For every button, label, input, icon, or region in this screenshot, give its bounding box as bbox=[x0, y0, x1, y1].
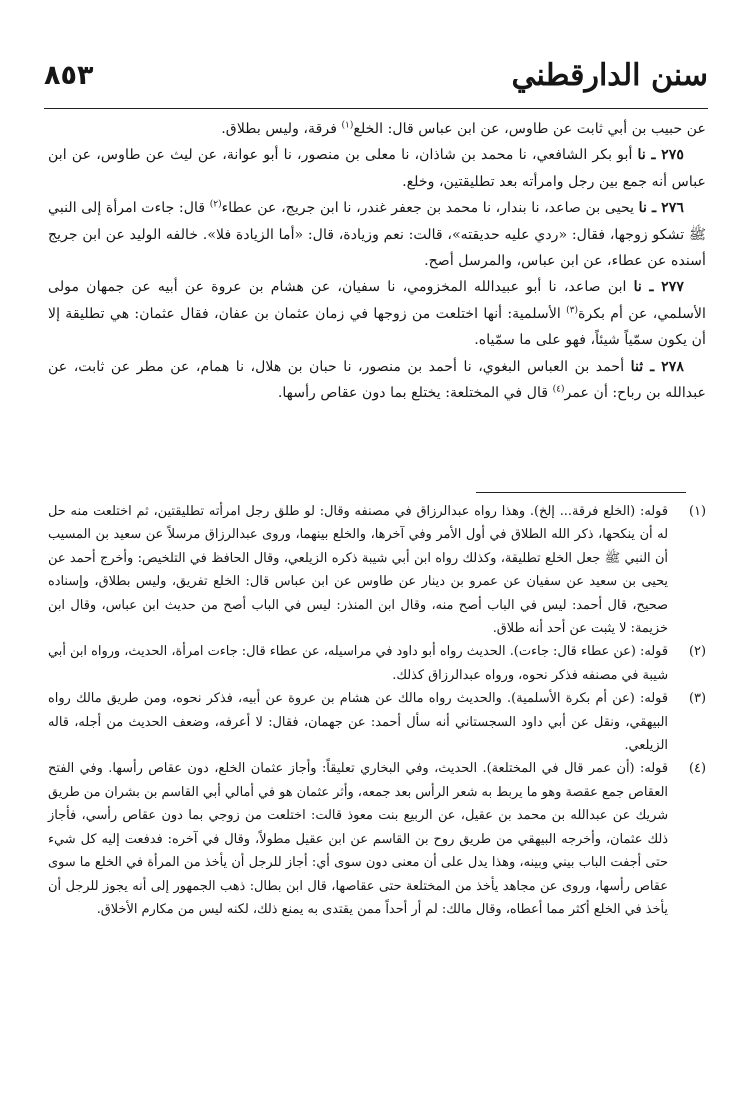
hadith-277 bbox=[48, 274, 706, 353]
footnote-number: (٢) bbox=[689, 644, 706, 660]
running-title: سنن الدارقطني bbox=[511, 58, 708, 93]
hadith-number: ٢٧٧ ـ نا bbox=[633, 279, 684, 296]
hadith-number: ٢٧٥ ـ نا bbox=[637, 147, 684, 164]
hadith-text: يحيى بن صاعد، نا بندار، نا محمد بن جعفر غندر، نا ابن جريج، عن عطاء bbox=[221, 200, 639, 217]
paragraph-text: فرقة، وليس بطلاق. bbox=[221, 121, 342, 137]
footnote-mark: (٤) bbox=[552, 384, 565, 395]
page-header bbox=[44, 58, 708, 108]
footnote-text: قوله: (عن عطاء قال: جاءت). الحديث رواه أبو داود في مراسيله، عن عطاء قال: جاءت امرأة، الحديث، ورواه ابن أبي شيبة في مصنفه فذكر نحوه، ورواه عبدالرزاق كذلك. bbox=[48, 644, 668, 683]
footnote-text: قوله: (عن أم بكرة الأسلمية). والحديث رواه مالك عن هشام بن عروة عن أبيه، فذكر نحوه، ومن طريق مالك رواه البيهقي، ونقل عن أبي داود السجستاني أنه سأل أحمد: عن جهمان، فقال: لا أعرفه، وضعف الحديث من أجله، قاله الزيلعي. bbox=[48, 691, 668, 754]
footnote-separator bbox=[476, 492, 686, 493]
paragraph-text: عن حبيب بن أبي ثابت عن طاوس، عن ابن عباس قال: الخلع bbox=[353, 121, 706, 137]
footnote-mark: (١) bbox=[341, 120, 354, 131]
hadith-text: قال: جاءت امرأة إلى النبي ﷺ تشكو زوجها، فقال: «ردي عليه حديقته»، قالت: نعم وزيادة، قال: «أما الزيادة فلا». خالفه الوليد عن ابن جريج أسنده عن عطاء، عن ابن عباس، والمرسل أصح. bbox=[48, 200, 706, 270]
paragraph-intro bbox=[48, 116, 706, 142]
hadith-text: ابن صاعد، نا أبو عبيدالله المخزومي، نا سفيان، عن هشام بن عروة عن أبيه عن جمهان مولى الأسلمي، عن أم بكرة bbox=[48, 279, 706, 322]
footnote-mark: (٢) bbox=[209, 199, 222, 210]
hadith-text: أبو بكر الشافعي، نا محمد بن شاذان، نا معلى بن منصور، نا أبو عوانة، عن ليث عن طاوس، عن ابن عباس أنه جمع بين رجل وامرأته بعد تطليقتين، وخلع. bbox=[48, 147, 706, 190]
footnote-number: (٣) bbox=[689, 691, 706, 707]
hadith-number: ٢٧٨ ـ ثنا bbox=[630, 358, 685, 375]
footnote bbox=[48, 500, 706, 640]
hadith-276 bbox=[48, 195, 706, 274]
footnotes bbox=[48, 500, 706, 921]
footnote bbox=[48, 687, 706, 757]
hadith-text: أحمد بن العباس البغوي، نا أحمد بن منصور، نا حبان بن هلال، نا همام، عن مطر عن ثابت، عن عبدالله بن رباح: أن عمر bbox=[48, 358, 706, 402]
footnote-mark: (٣) bbox=[566, 305, 578, 316]
footnote-text: قوله: (الخلع فرقة... إلخ). وهذا رواه عبدالرزاق في مصنفه وقال: لو طلق رجل امرأته تطليقتين، ثم اختلعت منه حل له أن ينكحها، ذكر الله الطلاق في أول الأمر وفي آخرها، والخلع بينهما، وروى عبدالرزاق مرسلاً عن سعيد بن المسيب أن النبي ﷺ جعل الخلع تطليقة، وكذلك رواه ابن أبي شيبة ذكره الزيلعي، وقال الحافظ في التلخيص: وأخرج أحمد عن يحيى بن سعيد عن سفيان عن عمرو بن دينار عن طاوس عن ابن عباس قال: الخلع تفريق، وليس بطلاق، وإسناده صحيح، قال أحمد: ليس في الباب أصح منه، وقال ابن المنذر: ليس في الباب أصح من حديث ابن عباس، وقال ابن خزيمة: لا يثبت عن أحد أنه طلاق. bbox=[48, 504, 668, 637]
main-text bbox=[48, 116, 706, 406]
hadith-278 bbox=[48, 354, 706, 407]
hadith-text: الأسلمية: أنها اختلعت من زوجها في زمان عثمان بن عفان، فقال عثمان: هي تطليقة إلا أن يكون سمّياً شيئاً، فهو على ما سمّياه. bbox=[48, 305, 706, 349]
hadith-275 bbox=[48, 142, 706, 195]
footnote bbox=[48, 640, 706, 687]
footnote-number: (٤) bbox=[689, 761, 706, 777]
page-number: ٨٥٣ bbox=[44, 60, 94, 91]
hadith-number: ٢٧٦ ـ نا bbox=[638, 200, 684, 217]
hadith-text: قال في المختلعة: يختلع بما دون عقاص رأسها. bbox=[277, 385, 553, 402]
footnote bbox=[48, 757, 706, 921]
header-rule bbox=[44, 108, 708, 109]
footnote-number: (١) bbox=[689, 504, 706, 519]
footnote-text: قوله: (أن عمر قال في المختلعة). الحديث، وفي البخاري تعليقاً: وأجاز عثمان الخلع، دون عقاص رأسها. وفي الفتح العقاص جمع عقصة وهو ما يربط به شعر الرأس بعد جمعه، وأثر عثمان هو في أمالي أبي القاسم بن بشران من طريق شريك عن عبدالله بن محمد بن عقيل، عن الربيع بنت معوذ قالت: اختلعت من زوجي بما دون عقاص رأسي، فأجاز ذلك عثمان، وأخرجه البيهقي من طريق روح بن القاسم عن ابن عقيل مطولاً، وقال في آخره: فدفعت إليه كل شيء حتى أجفت الباب بيني وبينه، وهذا يدل على أن معنى دون سوى أي: أجاز للرجل أن يأخذ من المرأة في الخلع ما سوى عقاص رأسها، وروى عن مجاهد يأخذ من المختلعة حتى عقاصها، قال ابن بطال: ذهب الجمهور إلى أنه يجوز للرجل أن يأخذ في الخلع أكثر مما أعطاه، وقال مالك: لم أر أحداً ممن يقتدى به يمنع ذلك، لكنه ليس من مكارم الأخلاق. bbox=[48, 761, 668, 917]
